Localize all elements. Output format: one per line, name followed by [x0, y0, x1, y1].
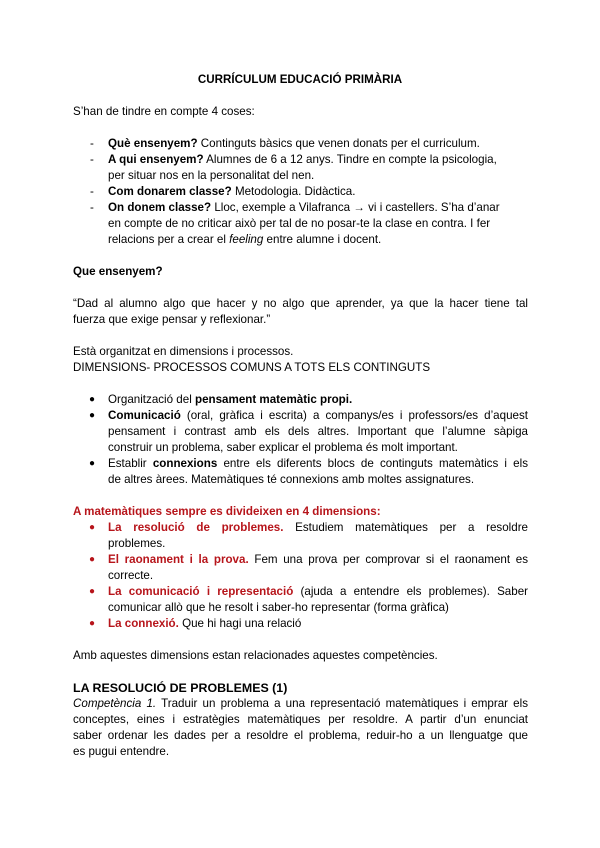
intro-text: S’han de tindre en compte 4 coses: [73, 105, 255, 118]
dash-bullet: - [90, 201, 94, 214]
bullet-item-3-line2: de altres àrees. Matemàtiques té connexions amb moltes assignatures. [108, 473, 475, 486]
bullet-item-3: Establir connexions entre els diferents blocs de continguts matemàtics i els [108, 457, 528, 470]
competencia-line-3: saber ordenar les dades per a resoldre el problema, reduir-ho a un llenguatge que [73, 729, 528, 742]
heading-que-ensenyem: Que ensenyem? [73, 265, 163, 278]
quote-line-2: fuerza que exige pensar y reflexionar.” [73, 313, 271, 326]
dash-item-4-line3: relacions per a crear el feeling entre alumne i docent. [108, 233, 382, 246]
dash-item-2: A qui ensenyem? Alumnes de 6 a 12 anys. Tindre en compte la psicologia, [108, 153, 497, 166]
bullet-icon: ● [89, 522, 96, 533]
organization-line-2: DIMENSIONS- PROCESSOS COMUNS A TOTS ELS CONTINGUTS [73, 361, 431, 374]
bullet-icon: ● [89, 458, 96, 469]
dash-item-4: On donem classe? Lloc, exemple a Vilafranca → vi i castellers. S’ha d’anar [108, 201, 500, 214]
bullet-icon: ● [89, 618, 96, 629]
dash-bullet: - [90, 137, 94, 150]
dimensions-heading: A matemàtiques sempre es divideixen en 4 dimensions: [73, 505, 381, 518]
dimension-item-3-line2: comunicar allò que he resolt i saber-ho representar (forma gràfica) [108, 601, 449, 614]
organization-line-1: Està organitzat en dimensions i processos. [73, 345, 294, 358]
dash-item-1: Què ensenyem? Continguts bàsics que venen donats per el curriculum. [108, 137, 480, 150]
dash-item-4-line2: en compte de no criticar això per tal de no posar-te la clase en contra. I fer [108, 217, 491, 230]
dimension-item-2-line2: correcte. [108, 569, 154, 582]
dimension-item-1-line2: problemes. [108, 537, 166, 550]
dimension-item-3: La comunicació i representació (ajuda a entendre els problemes). Saber [108, 585, 529, 598]
bullet-item-2-line3: construir un problema, saber explicar el problema és molt important. [108, 441, 458, 454]
dimension-item-4: La connexió. Que hi hagi una relació [108, 617, 302, 630]
bullet-item-2: Comunicació (oral, gràfica i escrita) a companys/es i professors/es d’aquest [108, 409, 528, 422]
dimension-item-2: El raonament i la prova. Fem una prova per comprovar si el raonament es [108, 553, 528, 566]
dash-bullet: - [90, 185, 94, 198]
dash-bullet: - [90, 153, 94, 166]
bullet-item-1: Organització del pensament matemàtic propi. [108, 393, 353, 406]
bullet-icon: ● [89, 586, 96, 597]
page-title: CURRÍCULUM EDUCACIÓ PRIMÀRIA [197, 73, 403, 86]
dash-item-2-line2: per situar nos en la personalitat del nen. [108, 169, 315, 182]
dash-item-3: Com donarem classe? Metodologia. Didàctica. [108, 185, 356, 198]
bullet-item-2-line2: pensament i contrast amb els dels altres. Important que l’alumne sàpiga [108, 425, 528, 438]
competencies-text: Amb aquestes dimensions estan relacionades aquestes competències. [73, 649, 438, 662]
quote-line-1: “Dad al alumno algo que hacer y no algo que aprender, ya que la hacer tiene tal [73, 297, 528, 310]
dimension-item-1: La resolució de problemes. Estudiem matemàtiques per a resoldre [108, 521, 529, 534]
bullet-icon: ● [89, 554, 96, 565]
bullet-icon: ● [89, 394, 96, 405]
competencia-line-4: es pugui entendre. [73, 745, 170, 758]
section-title: LA RESOLUCIÓ DE PROBLEMES (1) [73, 681, 288, 695]
bullet-icon: ● [89, 410, 96, 421]
competencia-line-2: conceptes, eines i estratègies matemàtiques per resoldre. A partir d’un enunciat [73, 713, 528, 726]
competencia-line-1: Competència 1. Traduir un problema a una representació matemàtiques i emprar els [73, 697, 529, 710]
